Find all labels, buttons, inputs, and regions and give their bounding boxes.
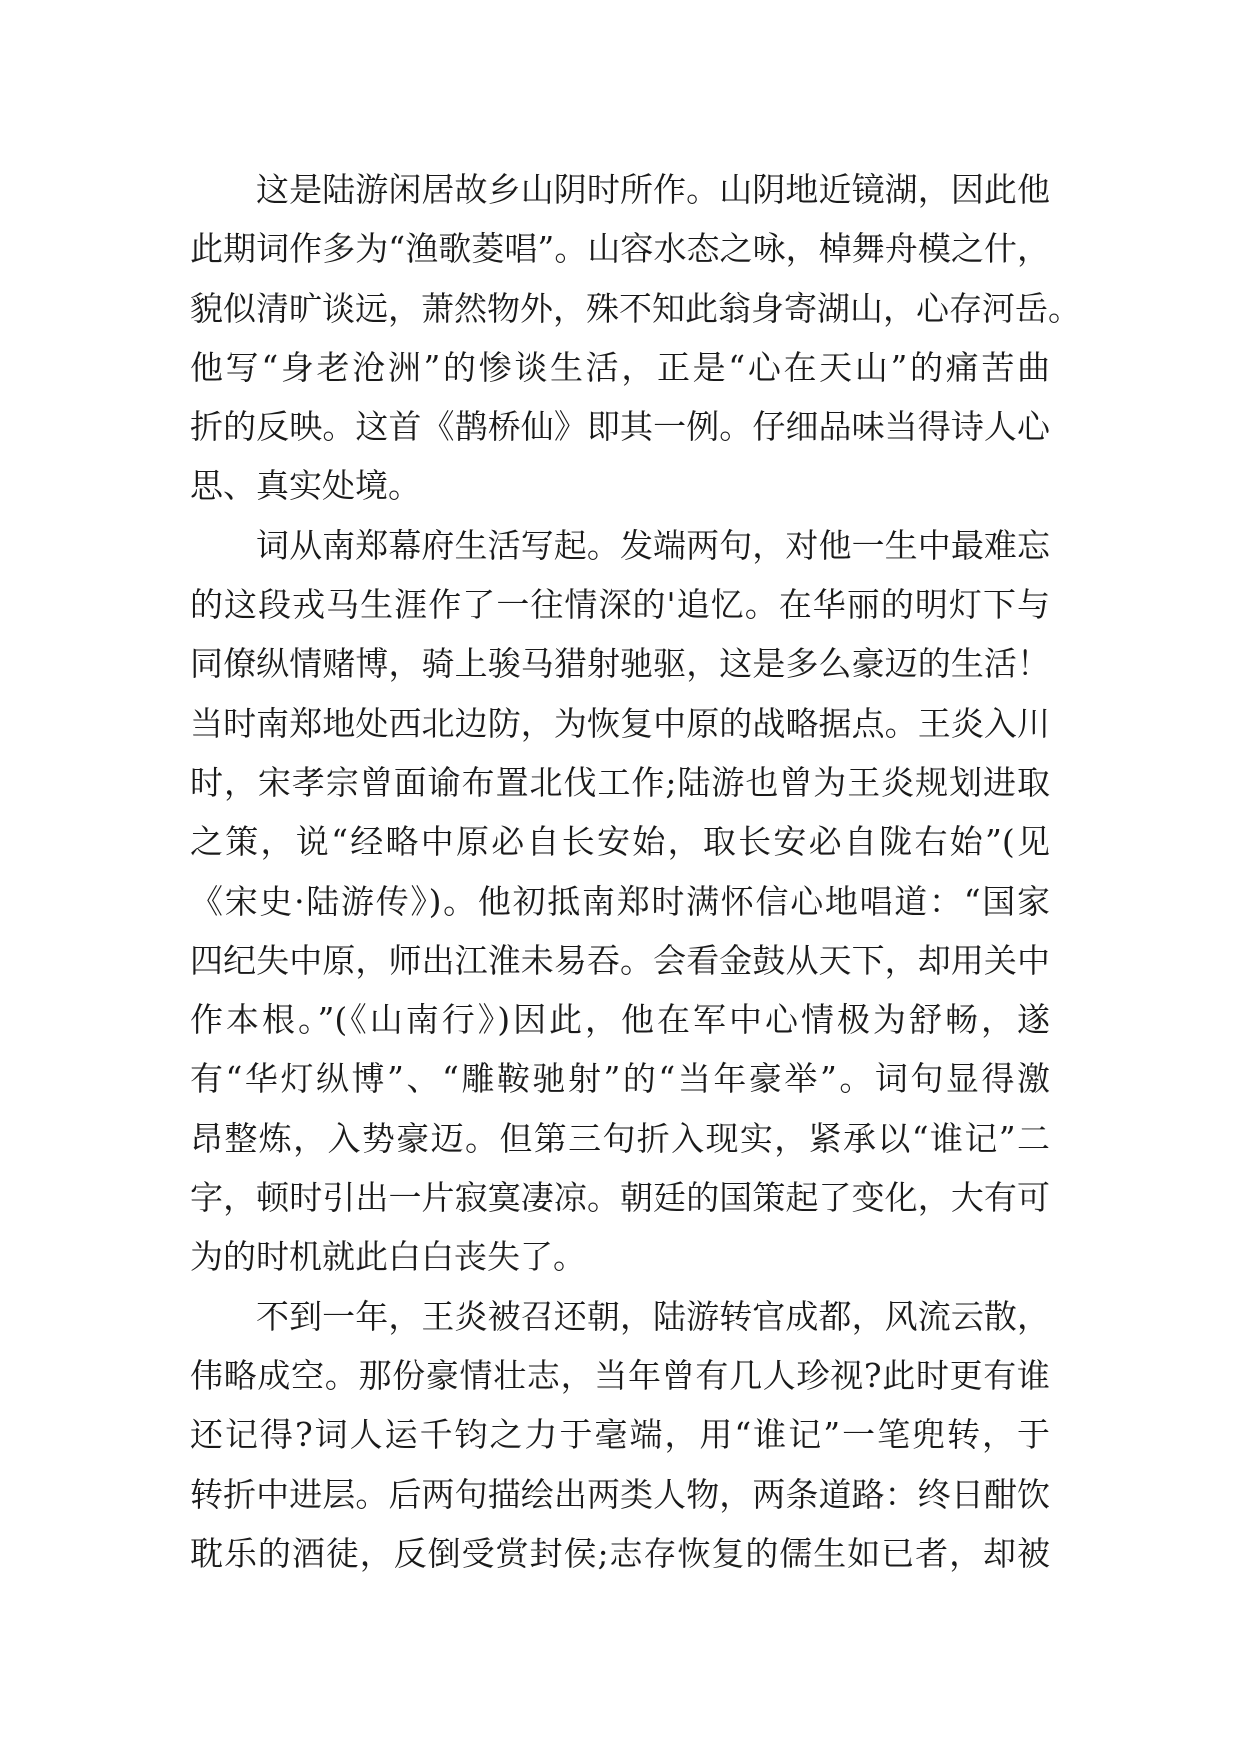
text-line: 此期词作多为“渔歌菱唱”。山容水态之咏，棹舞舟模之什， (190, 229, 1050, 269)
text-line: 《宋史·陆游传》)。他初抵南郑时满怀信心地唱道：“国家 (190, 881, 1050, 921)
text-line: 貌似清旷谈远，萧然物外，殊不知此翁身寄湖山，心存河岳。 (190, 288, 1081, 328)
text-line: 昂整炼，入势豪迈。但第三句折入现实，紧承以“谁记”二 (190, 1118, 1050, 1158)
text-line: 思、真实处境。 (190, 466, 421, 506)
text-line: 词从南郑幕府生活写起。发端两句，对他一生中最难忘 (256, 525, 1050, 565)
text-line: 为的时机就此白白丧失了。 (190, 1237, 586, 1277)
text-line: 当时南郑地处西北边防，为恢复中原的战略据点。王炎入川 (190, 703, 1050, 743)
text-line: 的这段戎马生涯作了一往情深的'追忆。在华丽的明灯下与 (190, 585, 1050, 625)
text-line: 作本根。”(《山南行》)因此，他在军中心情极为舒畅，遂 (190, 1000, 1050, 1040)
text-line: 折的反映。这首《鹊桥仙》即其一例。仔细品味当得诗人心 (190, 407, 1050, 447)
text-line: 这是陆游闲居故乡山阴时所作。山阴地近镜湖，因此他 (256, 170, 1050, 209)
text-line: 之策，说“经略中原必自长安始，取长安必自陇右始”(见 (190, 822, 1050, 862)
text-line: 时，宋孝宗曾面谕布置北伐工作;陆游也曾为王炎规划进取 (190, 762, 1050, 802)
document-body (190, 160, 1081, 1583)
text-line: 耽乐的酒徒，反倒受赏封侯;志存恢复的儒生如已者，却被 (190, 1533, 1050, 1573)
text-line: 同僚纵情赌博，骑上骏马猎射驰驱，这是多么豪迈的生活！ (190, 644, 1050, 684)
text-line: 他写“身老沧洲”的惨谈生活，正是“心在天山”的痛苦曲 (190, 347, 1050, 387)
text-line: 还记得?词人运千钧之力于毫端，用“谁记”一笔兜转，于 (190, 1415, 1050, 1455)
text-line: 四纪失中原，师出江淮未易吞。会看金鼓从天下，却用关中 (190, 940, 1050, 980)
text-line: 有“华灯纵博”、“雕鞍驰射”的“当年豪举”。词句显得激 (190, 1059, 1050, 1099)
text-line: 不到一年，王炎被召还朝，陆游转官成都，风流云散， (256, 1296, 1050, 1336)
text-line: 转折中进层。后两句描绘出两类人物，两条道路：终日酣饮 (190, 1474, 1050, 1514)
text-line: 伟略成空。那份豪情壮志，当年曾有几人珍视?此时更有谁 (190, 1355, 1050, 1395)
text-line: 字，顿时引出一片寂寞凄凉。朝廷的国策起了变化，大有可 (190, 1178, 1050, 1218)
